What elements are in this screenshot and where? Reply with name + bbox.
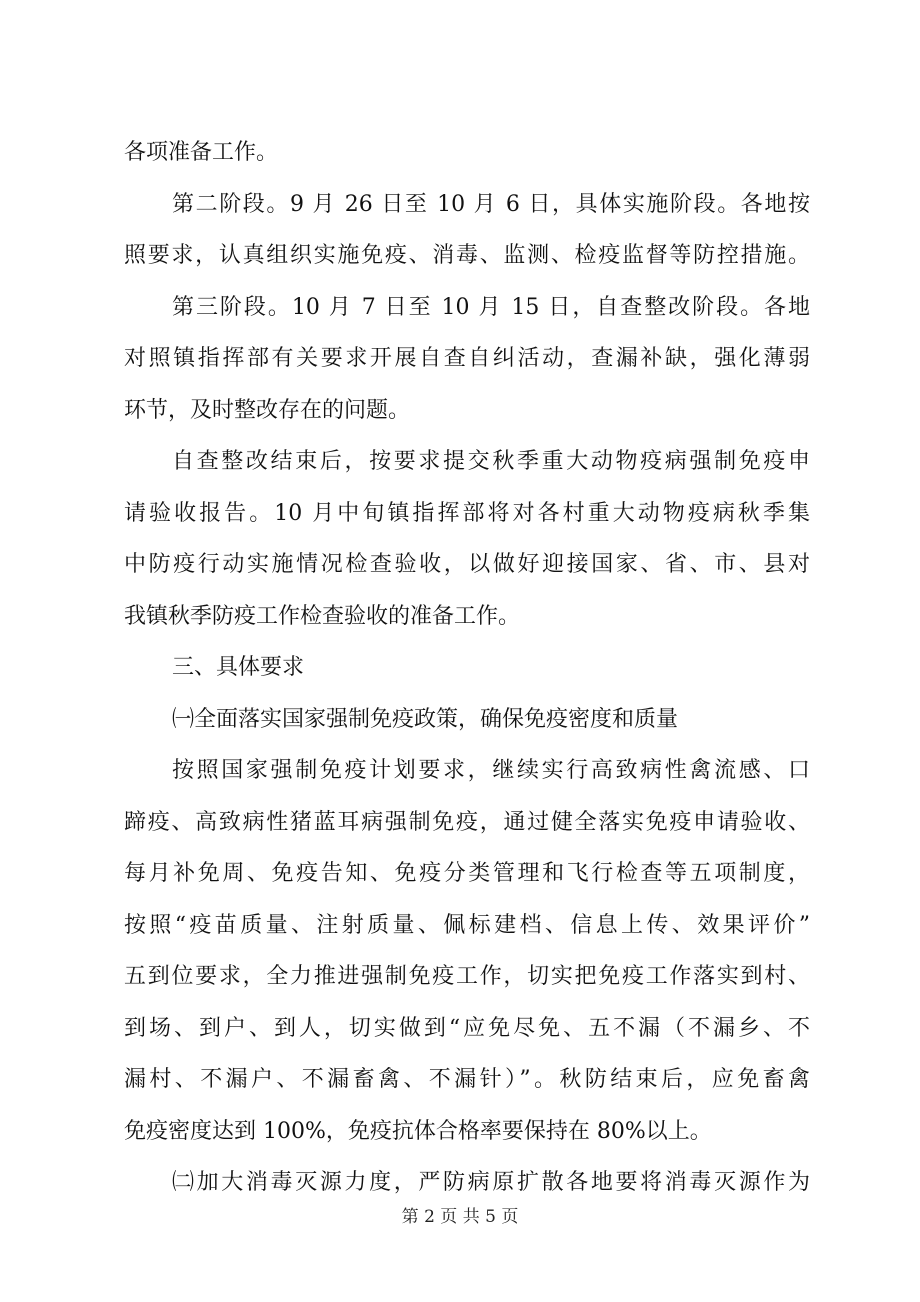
text-line-1: 各项准备工作。 xyxy=(124,140,279,165)
text-line-6: 环节，及时整改存在的问题。 xyxy=(124,398,411,423)
text-line-2: 第二阶段。9 月 26 日至 10 月 6 日，具体实施阶段。各地按 xyxy=(172,192,810,217)
text-line-20: 免疫密度达到 100%，免疫抗体合格率要保持在 80%以上。 xyxy=(124,1119,712,1144)
text-line-9: 中防疫行动实施情况检查验收，以做好迎接国家、省、市、县对 xyxy=(124,552,810,577)
subsection-heading-1: ㈠全面落实国家强制免疫政策，确保免疫密度和质量 xyxy=(172,707,679,732)
text-line-7: 自查整改结束后，按要求提交秋季重大动物疫病强制免疫申 xyxy=(172,449,810,474)
text-line-5: 对照镇指挥部有关要求开展自查自纠活动，查漏补缺，强化薄弱 xyxy=(124,346,810,371)
text-line-8: 请验收报告。10 月中旬镇指挥部将对各村重大动物疫病秋季集 xyxy=(124,501,810,526)
section-heading: 三、具体要求 xyxy=(172,655,305,680)
text-line-14: 蹄疫、高致病性猪蓝耳病强制免疫，通过健全落实免疫申请验收、 xyxy=(124,810,810,835)
subsection-heading-2: ㈡加大消毒灭源力度，严防病原扩散各地要将消毒灭源作为 xyxy=(172,1170,810,1195)
text-line-4: 第三阶段。10 月 7 日至 10 月 15 日，自查整改阶段。各地 xyxy=(172,295,810,320)
text-line-10: 我镇秋季防疫工作检查验收的准备工作。 xyxy=(124,604,521,629)
text-line-3: 照要求，认真组织实施免疫、消毒、监测、检疫监督等防控措施。 xyxy=(124,243,810,268)
text-line-16: 按照“疫苗质量、注射质量、佩标建档、信息上传、效果评价” xyxy=(124,913,810,938)
page-number: 第 2 页 共 5 页 xyxy=(401,1207,519,1227)
text-line-18: 到场、到户、到人，切实做到“应免尽免、五不漏（不漏乡、不 xyxy=(124,1016,810,1041)
text-line-15: 每月补免周、免疫告知、免疫分类管理和飞行检查等五项制度， xyxy=(124,861,810,886)
text-line-19: 漏村、不漏户、不漏畜禽、不漏针）”。秋防结束后，应免畜禽 xyxy=(124,1067,810,1092)
text-line-17: 五到位要求，全力推进强制免疫工作，切实把免疫工作落实到村、 xyxy=(124,964,810,989)
text-line-13: 按照国家强制免疫计划要求，继续实行高致病性禽流感、口 xyxy=(172,758,810,783)
